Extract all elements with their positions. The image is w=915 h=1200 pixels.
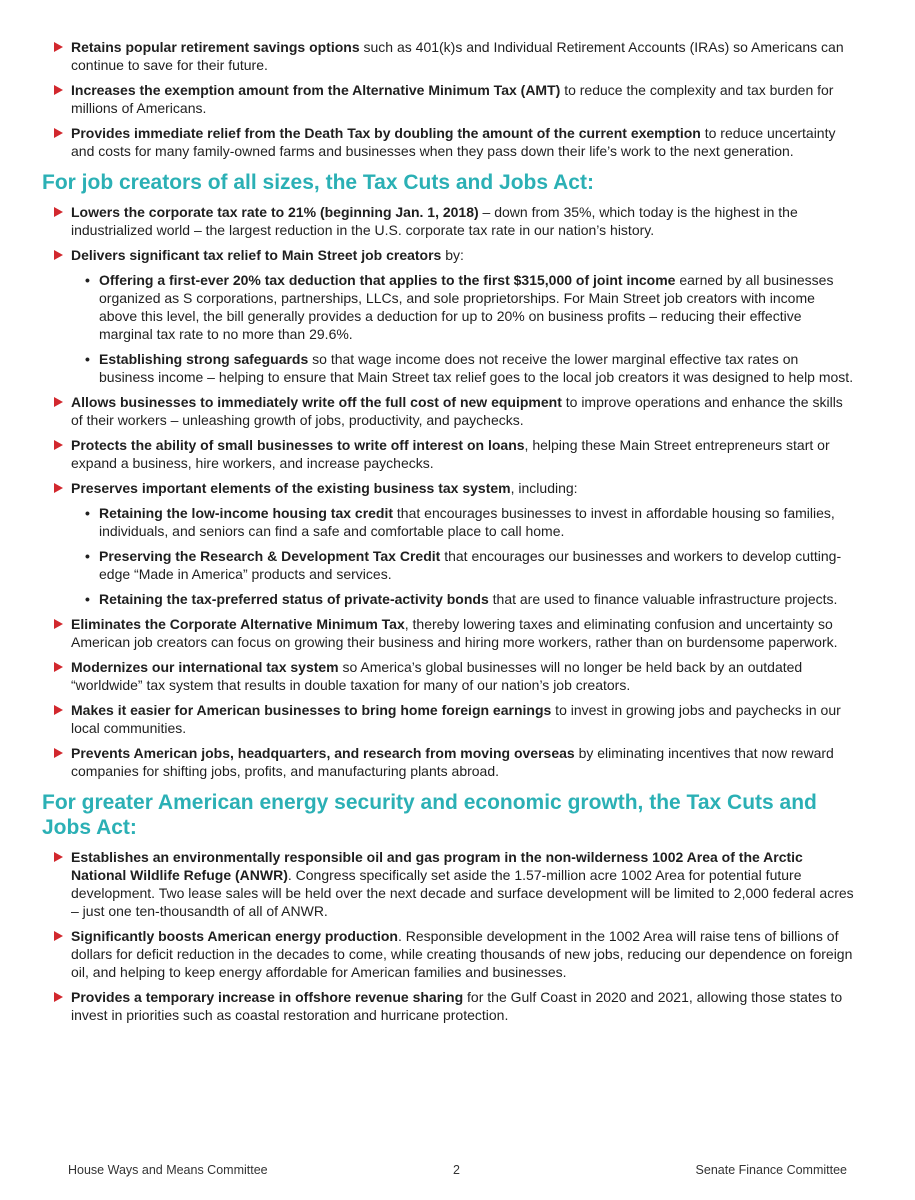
bullet-text: such as 401(k)s and Individual Retirement Accounts (IRAs) so Americans can continue to save for their future. xyxy=(71,39,844,73)
bullet-lead: Establishes an environmentally responsible oil and gas program in the non-wilderness 1002 Area of the Arctic National Wildlife Refuge (ANWR) xyxy=(71,849,803,883)
sub-bullet-lead: Retaining the tax-preferred status of private-activity bonds xyxy=(99,591,489,607)
triangle-bullet-icon xyxy=(54,128,63,138)
bullet-item xyxy=(54,658,854,694)
bullet-item xyxy=(54,246,854,264)
page-number: 2 xyxy=(453,1163,460,1177)
bullet-item xyxy=(54,81,854,117)
bullet-text: to reduce the complexity and tax burden for millions of Americans. xyxy=(71,82,834,116)
triangle-bullet-icon xyxy=(54,992,63,1002)
bullet-text: for the Gulf Coast in 2020 and 2021, allowing those states to invest in priorities such as coastal restoration and hurricane protection. xyxy=(71,989,843,1023)
bullet-item xyxy=(54,436,854,472)
bullet-lead: Modernizes our international tax system xyxy=(71,659,339,675)
bullet-text: , including: xyxy=(510,480,578,496)
bullet-lead: Protects the ability of small businesses to write off interest on loans xyxy=(71,437,525,453)
bullet-lead: Makes it easier for American businesses to bring home foreign earnings xyxy=(71,702,552,718)
bullet-item xyxy=(54,988,854,1024)
dot-bullet-icon: • xyxy=(85,505,90,521)
bullet-lead: Increases the exemption amount from the Alternative Minimum Tax (AMT) xyxy=(71,82,561,98)
bullet-text: by: xyxy=(441,247,464,263)
sub-bullet-item xyxy=(54,547,854,583)
bullet-text: – down from 35%, which today is the highest in the industrialized world – the largest reduction in the U.S. corporate tax rate in our nation’s history. xyxy=(71,204,798,238)
bullet-lead: Delivers significant tax relief to Main Street job creators xyxy=(71,247,442,263)
bullet-item xyxy=(54,479,854,497)
sub-bullet-text: earned by all businesses organized as S corporations, partnerships, LLCs, and sole proprietorships. For Main Street job creators with income above this level, the bill generally provides a deduction for up to 20% on business profits – reducing their effective marginal tax rate to no more than 29.6%. xyxy=(99,272,834,342)
dot-bullet-icon: • xyxy=(85,591,90,607)
bullet-text: so America’s global businesses will no longer be held back by an outdated “worldwide” tax system that results in double taxation for many of our nation’s job creators. xyxy=(71,659,803,693)
page-body xyxy=(42,38,854,1031)
triangle-bullet-icon xyxy=(54,42,63,52)
footer-left: House Ways and Means Committee xyxy=(68,1163,268,1177)
sub-bullet-item xyxy=(54,271,854,343)
triangle-bullet-icon xyxy=(54,748,63,758)
sub-bullet-lead: Retaining the low-income housing tax credit xyxy=(99,505,394,521)
bullet-item xyxy=(54,38,854,74)
footer-right: Senate Finance Committee xyxy=(695,1163,847,1177)
dot-bullet-icon: • xyxy=(85,548,90,564)
bullet-text: , helping these Main Street entrepreneurs start or expand a business, hire workers, and increase paychecks. xyxy=(71,437,830,471)
bullet-lead: Prevents American jobs, headquarters, and research from moving overseas xyxy=(71,745,575,761)
bullet-text: to reduce uncertainty and costs for many family-owned farms and businesses when they pass down their life’s work to the next generation. xyxy=(71,125,836,159)
sub-bullet-item xyxy=(54,350,854,386)
sub-bullet-item xyxy=(54,590,854,608)
triangle-bullet-icon xyxy=(54,705,63,715)
sub-bullet-lead: Offering a first-ever 20% tax deduction that applies to the first $315,000 of joint income xyxy=(99,272,676,288)
bullet-item xyxy=(54,393,854,429)
triangle-bullet-icon xyxy=(54,662,63,672)
triangle-bullet-icon xyxy=(54,931,63,941)
bullet-text: to improve operations and enhance the skills of their workers – unleashing growth of jobs, productivity, and paychecks. xyxy=(71,394,843,428)
dot-bullet-icon: • xyxy=(85,272,90,288)
sub-bullet-text: that encourages businesses to invest in affordable housing so families, individuals, and seniors can find a safe and comfortable place to call home. xyxy=(99,505,835,539)
bullet-lead: Provides immediate relief from the Death Tax by doubling the amount of the current exemption xyxy=(71,125,701,141)
sub-bullet-text: that encourages our businesses and workers to develop cutting-edge “Made in America” products and services. xyxy=(99,548,842,582)
bullet-item xyxy=(54,203,854,239)
sub-bullet-lead: Establishing strong safeguards xyxy=(99,351,309,367)
bullet-text: by eliminating incentives that now reward companies for shifting jobs, profits, and manufacturing plants abroad. xyxy=(71,745,834,779)
triangle-bullet-icon xyxy=(54,619,63,629)
bullet-lead: Eliminates the Corporate Alternative Minimum Tax xyxy=(71,616,405,632)
bullet-text: , thereby lowering taxes and eliminating confusion and uncertainty so American job creators can focus on growing their business and hiring more workers, rather than on burdensome paperwork. xyxy=(71,616,838,650)
sub-bullet-item xyxy=(54,504,854,540)
bullet-text: to invest in growing jobs and paychecks in our local communities. xyxy=(71,702,841,736)
section-heading: For job creators of all sizes, the Tax Cuts and Jobs Act: xyxy=(42,171,594,194)
sub-bullet-text: that are used to finance valuable infrastructure projects. xyxy=(488,591,838,607)
triangle-bullet-icon xyxy=(54,440,63,450)
bullet-lead: Lowers the corporate tax rate to 21% (beginning Jan. 1, 2018) xyxy=(71,204,479,220)
bullet-lead: Allows businesses to immediately write off the full cost of new equipment xyxy=(71,394,562,410)
bullet-item xyxy=(54,927,854,981)
bullet-item xyxy=(54,124,854,160)
bullet-lead: Preserves important elements of the existing business tax system xyxy=(71,480,511,496)
bullet-lead: Provides a temporary increase in offshore revenue sharing xyxy=(71,989,464,1005)
triangle-bullet-icon xyxy=(54,85,63,95)
bullet-text: . Congress specifically set aside the 1.57-million acre 1002 Area for potential future development. Two lease sales will be held over the next decade and surface development will be limited to 2,000 federal acres – just one ten-thousandth of all of ANWR. xyxy=(71,867,854,919)
triangle-bullet-icon xyxy=(54,852,63,862)
sub-bullet-lead: Preserving the Research & Development Tax Credit xyxy=(99,548,441,564)
sub-bullet-text: so that wage income does not receive the lower marginal effective tax rates on business income – helping to ensure that Main Street tax relief goes to the local job creators it was designed to help most. xyxy=(99,351,854,385)
bullet-text: . Responsible development in the 1002 Area will raise tens of billions of dollars for deficit reduction in the decades to come, while creating thousands of new jobs, reducing our dependence on foreign oil, and helping to keep energy affordable for American families and businesses. xyxy=(71,928,853,980)
bullet-item xyxy=(54,701,854,737)
bullet-lead: Significantly boosts American energy production xyxy=(71,928,398,944)
dot-bullet-icon: • xyxy=(85,351,90,367)
section-heading: For greater American energy security and economic growth, the Tax Cuts and Jobs Act: xyxy=(42,791,817,839)
bullet-item xyxy=(54,615,854,651)
triangle-bullet-icon xyxy=(54,483,63,493)
triangle-bullet-icon xyxy=(54,207,63,217)
bullet-lead: Retains popular retirement savings options xyxy=(71,39,360,55)
triangle-bullet-icon xyxy=(54,250,63,260)
triangle-bullet-icon xyxy=(54,397,63,407)
bullet-item xyxy=(54,848,854,920)
bullet-item xyxy=(54,744,854,780)
